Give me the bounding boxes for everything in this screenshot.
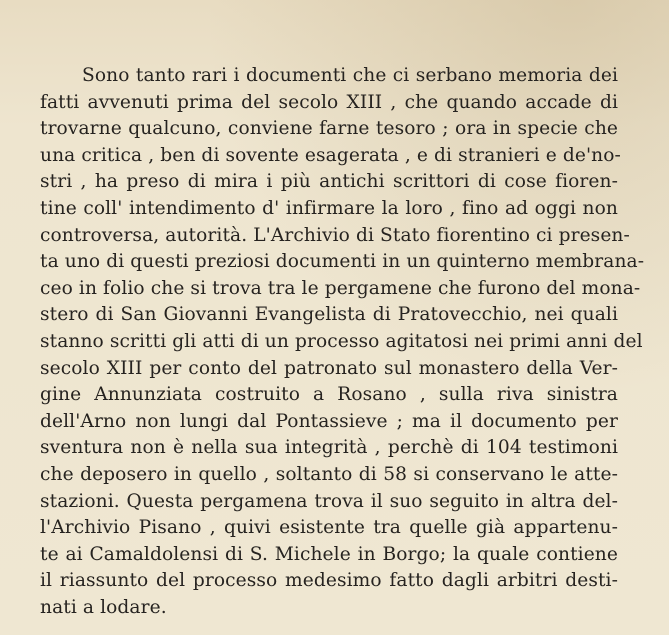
paragraph-line: una critica , ben di sovente esagerata , e di stranieri e de'no- bbox=[40, 144, 621, 166]
paragraph-line: te ai Camaldolensi di S. Michele in Borgo; la quale contiene bbox=[40, 543, 618, 565]
paragraph-line: dell'Arno non lungi dal Pontassieve ; ma il documento per bbox=[40, 410, 618, 432]
paragraph-line: nati a lodare. bbox=[40, 596, 167, 618]
paragraph-line: stri , ha preso di mira i più antichi scrittori di cose fioren- bbox=[40, 171, 618, 193]
paragraph-line: sventura non è nella sua integrità , perchè di 104 testimoni bbox=[40, 437, 618, 459]
paragraph-line: stanno scritti gli atti di un processo agitatosi nei primi anni del bbox=[40, 330, 643, 352]
paragraph-line: l'Archivio Pisano , quivi esistente tra quelle già appartenu- bbox=[40, 517, 618, 539]
body-paragraph bbox=[40, 63, 645, 621]
paragraph-line: controversa, autorità. L'Archivio di Stato fiorentino ci presen- bbox=[40, 224, 630, 246]
paragraph-line: Sono tanto rari i documenti che ci serbano memoria dei bbox=[82, 65, 618, 86]
paragraph-line: ta uno di questi preziosi documenti in un quinterno membrana- bbox=[40, 251, 645, 273]
paragraph-line: il riassunto del processo medesimo fatto dagli arbitri desti- bbox=[40, 570, 618, 592]
paragraph-line: tine coll' intendimento d' infirmare la loro , fino ad oggi non bbox=[40, 197, 618, 219]
paragraph-line: secolo XIII per conto del patronato sul monastero della Ver- bbox=[40, 357, 618, 379]
paragraph-line: ceo in folio che si trova tra le pergamene che furono del mona- bbox=[40, 277, 641, 299]
paragraph-line: che deposero in quello , soltanto di 58 si conservano le atte- bbox=[40, 463, 618, 485]
paragraph-line: stero di San Giovanni Evangelista di Pratovecchio, nei quali bbox=[40, 304, 618, 326]
paragraph-line: gine Annunziata costruito a Rosano , sulla riva sinistra bbox=[40, 384, 618, 406]
paragraph-line: trovarne qualcuno, conviene farne tesoro ; ora in specie che bbox=[40, 118, 618, 140]
paragraph-line: stazioni. Questa pergamena trova il suo seguito in altra del- bbox=[40, 490, 618, 512]
paragraph-line: fatti avvenuti prima del secolo XIII , che quando accade di bbox=[40, 91, 618, 113]
